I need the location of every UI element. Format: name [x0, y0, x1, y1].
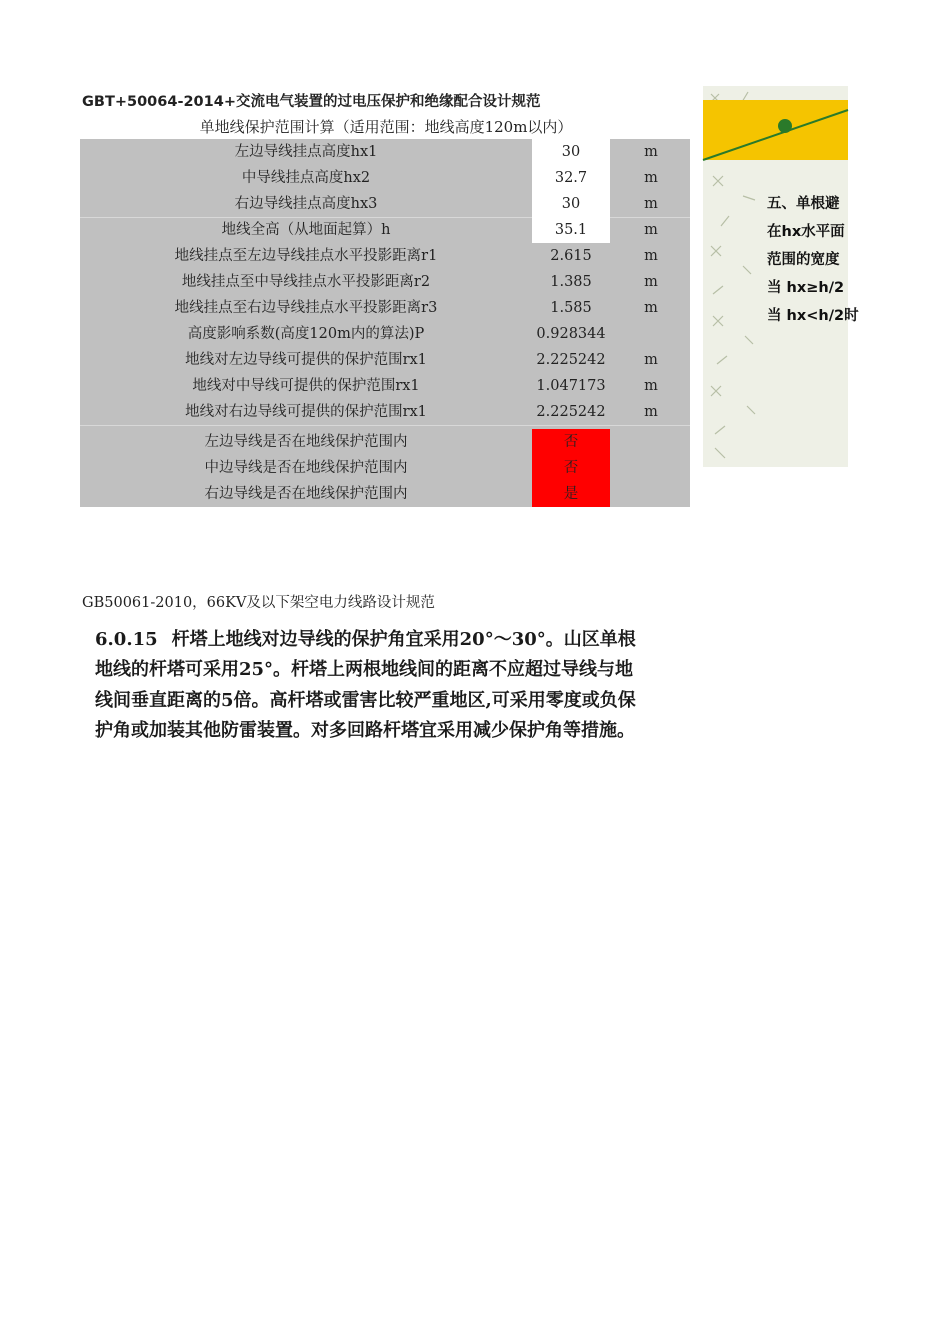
hx1-input[interactable]: 30 — [532, 139, 610, 165]
unit-label: m — [644, 248, 658, 264]
row-label: 左边导线是否在地线保护范围内 — [204, 434, 408, 450]
reference-standard: GB50061-2010，66KV及以下架空电力线路设计规范 — [82, 595, 435, 611]
wire-illustration — [703, 100, 848, 160]
calc-row-r1 — [80, 243, 690, 269]
unit-label: m — [644, 378, 658, 394]
calc-row-hx2 — [80, 165, 690, 191]
row-label: 地线对右边导线可提供的保护范围rx1 — [185, 404, 427, 420]
r3-value[interactable]: 1.585 — [550, 300, 592, 316]
document-title: GBT+50064-2014+交流电气装置的过电压保护和绝缘配合设计规范 — [82, 94, 541, 110]
row-label: 地线对中导线可提供的保护范围rx1 — [192, 378, 420, 394]
row-label: 地线挂点至中导线挂点水平投影距离r2 — [181, 274, 431, 290]
book-line: 范围的宽度 — [767, 252, 840, 268]
book-line: 当 hx<h/2时 — [767, 308, 859, 324]
row-label: 高度影响系数(高度120m内的算法)P — [187, 326, 425, 342]
h-input[interactable]: 35.1 — [532, 217, 610, 243]
unit-label: m — [644, 274, 658, 290]
unit-label: m — [644, 144, 658, 160]
row-label: 中边导线是否在地线保护范围内 — [204, 460, 408, 476]
unit-label: m — [644, 404, 658, 420]
unit-label: m — [644, 352, 658, 368]
calc-row-check-left — [80, 429, 690, 455]
clause-paragraph — [95, 625, 640, 747]
calc-sheet — [80, 139, 690, 507]
row-label: 地线挂点至右边导线挂点水平投影距离r3 — [174, 300, 438, 316]
book-line: 五、单根避 — [767, 196, 840, 212]
unit-label: m — [644, 300, 658, 316]
rx-left-value: 2.225242 — [536, 352, 606, 368]
p-value: 0.928344 — [536, 326, 606, 342]
unit-label: m — [644, 170, 658, 186]
left-protected-result: 否 — [532, 429, 610, 455]
book-excerpt-image — [703, 86, 859, 467]
calc-row-check-middle — [80, 455, 690, 481]
calc-row-hx1 — [80, 139, 690, 165]
calc-row-rx1-left — [80, 347, 690, 373]
clause-text: 杆塔上地线对边导线的保护角宜采用20°～30°。山区单根地线的杆塔可采用25°。杆塔上两根地线间的距离不应超过导线与地线间垂直距离的5倍。高杆塔或雷害比较严重地区,可采用零度或负保护角或加装其他防雷装置。对多回路杆塔宜采用减少保护角等措施。 — [95, 629, 636, 742]
calc-row-check-right — [80, 481, 690, 507]
rx-right-value: 2.225242 — [536, 404, 606, 420]
calc-row-p — [80, 321, 690, 347]
calc-row-hx3 — [80, 191, 690, 217]
row-label: 地线挂点至左边导线挂点水平投影距离r1 — [174, 248, 438, 264]
calc-row-r3 — [80, 295, 690, 321]
sheet-gridline — [80, 425, 690, 426]
r1-value[interactable]: 2.615 — [550, 248, 592, 264]
calc-row-rx1-middle — [80, 373, 690, 399]
row-label: 地线对左边导线可提供的保护范围rx1 — [185, 352, 427, 368]
unit-label: m — [644, 222, 658, 238]
r2-value[interactable]: 1.385 — [550, 274, 592, 290]
middle-protected-result: 否 — [532, 455, 610, 481]
hx3-input[interactable]: 30 — [532, 191, 610, 217]
unit-label: m — [644, 196, 658, 212]
clause-number: 6.0.15 — [95, 629, 158, 650]
calc-row-r2 — [80, 269, 690, 295]
row-label: 右边导线挂点高度hx3 — [234, 196, 378, 212]
row-label: 中导线挂点高度hx2 — [241, 170, 371, 186]
row-label: 地线全高（从地面起算）h — [221, 222, 391, 238]
calc-row-rx1-right — [80, 399, 690, 425]
book-line: 当 hx≥h/2 — [767, 280, 845, 296]
calc-row-h — [80, 217, 690, 243]
hx2-input[interactable]: 32.7 — [532, 165, 610, 191]
book-line: 在hx水平面 — [767, 224, 845, 240]
row-label: 左边导线挂点高度hx1 — [234, 144, 378, 160]
book-text — [767, 190, 859, 330]
calc-subtitle: 单地线保护范围计算（适用范围：地线高度120m以内） — [199, 118, 573, 136]
book-yellow-band — [703, 100, 848, 160]
row-label: 右边导线是否在地线保护范围内 — [204, 486, 408, 502]
rx-middle-value: 1.047173 — [536, 378, 606, 394]
right-protected-result: 是 — [532, 481, 610, 507]
